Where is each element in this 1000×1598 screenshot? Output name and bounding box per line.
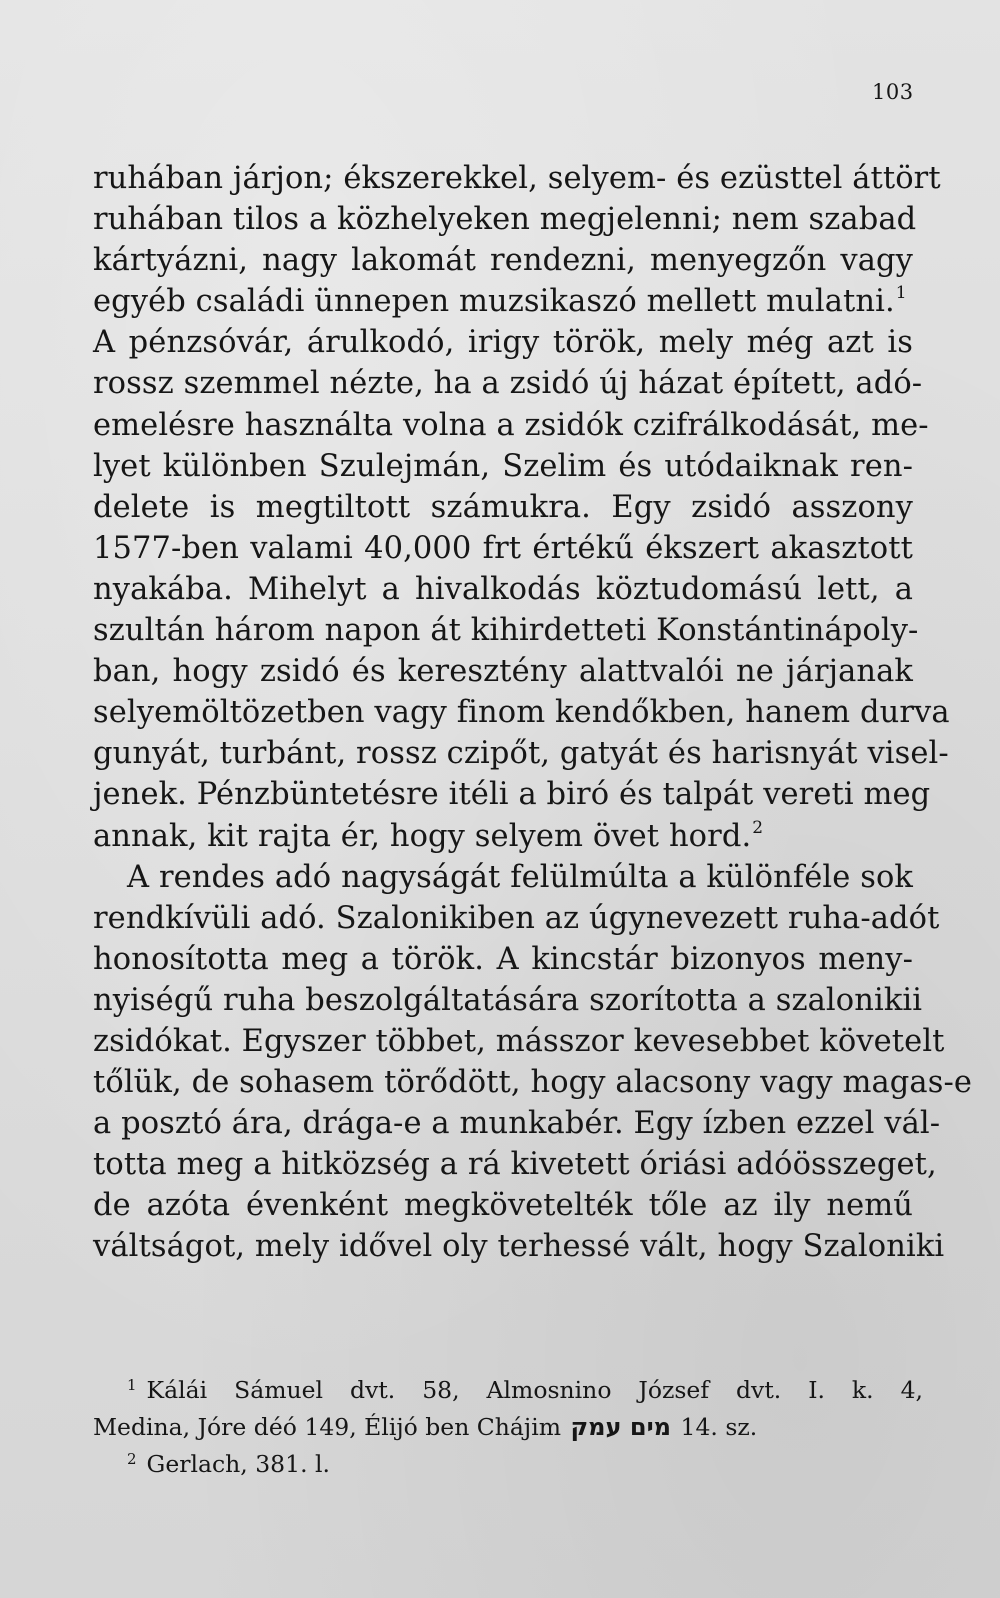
text-line: lyet különben Szulejmán, Szelim és utódaiknak ren- xyxy=(93,448,913,484)
footnote-ref-2[interactable]: 2 xyxy=(752,817,764,838)
footnote-2-line xyxy=(93,1446,923,1483)
text-line: kártyázni, nagy lakomát rendezni, menyegzőn vagy xyxy=(93,243,913,279)
footnote-ref-1[interactable]: 1 xyxy=(895,283,907,304)
text-line: honosította meg a török. A kincstár bizonyos meny- xyxy=(93,941,913,977)
footnote-1-mark: 1 xyxy=(127,1376,137,1394)
footnotes xyxy=(93,1372,923,1483)
body-text xyxy=(93,158,972,1268)
footnote-1-text-cont: Medina, Jóre déó 149, Élijó ben Chájim xyxy=(93,1413,562,1441)
text-line: tőlük, de sohasem törődött, hogy alacsony vagy magas-e xyxy=(93,1065,972,1101)
text-line: ruhában tilos a közhelyeken megjelenni; nem szabad xyxy=(93,202,917,238)
text-line: delete is megtiltott számukra. Egy zsidó asszony xyxy=(93,489,913,525)
text-line: zsidókat. Egyszer többet, másszor kevesebbet követelt xyxy=(93,1023,945,1059)
text-line: szultán három napon át kihirdetteti Konstántinápoly- xyxy=(93,613,919,649)
text-line: váltságot, mely idővel oly terhessé vált, hogy Szaloniki xyxy=(93,1229,945,1265)
text-line: A pénzsóvár, árulkodó, irigy török, mely még azt is xyxy=(93,325,913,361)
footnote-1-line-2 xyxy=(93,1409,923,1446)
paragraph-start-line: A rendes adó nagyságát felülmúlta a különféle sok xyxy=(127,859,913,895)
footnote-2-mark: 2 xyxy=(127,1450,137,1468)
text-line-content: egyéb családi ünnepen muzsikaszó mellett mulatni. xyxy=(93,284,895,320)
text-line: a posztó ára, drága-e a munkabér. Egy ízben ezzel vál- xyxy=(93,1106,941,1142)
text-line-with-footnote-ref xyxy=(93,281,913,322)
hebrew-title: מים עמק xyxy=(570,1413,672,1441)
text-line-content: annak, kit rajta ér, hogy selyem övet hord. xyxy=(93,818,752,854)
footnote-2-text: Gerlach, 381. l. xyxy=(146,1450,331,1478)
text-line: gunyát, turbánt, rossz czipőt, gatyát és harisnyát visel- xyxy=(93,736,949,772)
text-line: nyiségű ruha beszolgáltatására szorította a szalonikii xyxy=(93,982,923,1018)
text-line: selyemöltözetben vagy finom kendőkben, hanem durva xyxy=(93,695,950,731)
text-line-with-footnote-ref xyxy=(93,816,913,857)
text-line: ruhában járjon; ékszerekkel, selyem- és ezüsttel áttört xyxy=(93,161,941,196)
footnote-1-line-1 xyxy=(93,1372,923,1409)
footnote-1-text-end: 14. sz. xyxy=(680,1413,758,1441)
text-line: ban, hogy zsidó és keresztény alattvalói ne járjanak xyxy=(93,654,913,690)
footnote-1-text: Kálái Sámuel dvt. 58, Almosnino József dvt. I. k. 4, xyxy=(146,1376,923,1404)
text-line: nyakába. Mihelyt a hivalkodás köztudomású lett, a xyxy=(93,571,913,607)
text-line: 1577-ben valami 40,000 frt értékű ékszert akasztott xyxy=(93,530,913,566)
text-line: jenek. Pénzbüntetésre itéli a biró és talpát vereti meg xyxy=(93,777,931,813)
text-line: totta meg a hitközség a rá kivetett óriási adóösszeget, xyxy=(93,1147,937,1183)
text-line: de azóta évenként megkövetelték tőle az ily nemű xyxy=(93,1188,913,1224)
text-line: rossz szemmel nézte, ha a zsidó új házat épített, adó- xyxy=(93,366,923,402)
page-number: 103 xyxy=(872,80,914,104)
text-line: emelésre használta volna a zsidók czifrálkodását, me- xyxy=(93,407,929,443)
text-line: rendkívüli adó. Szalonikiben az úgynevezett ruha-adót xyxy=(93,900,940,936)
